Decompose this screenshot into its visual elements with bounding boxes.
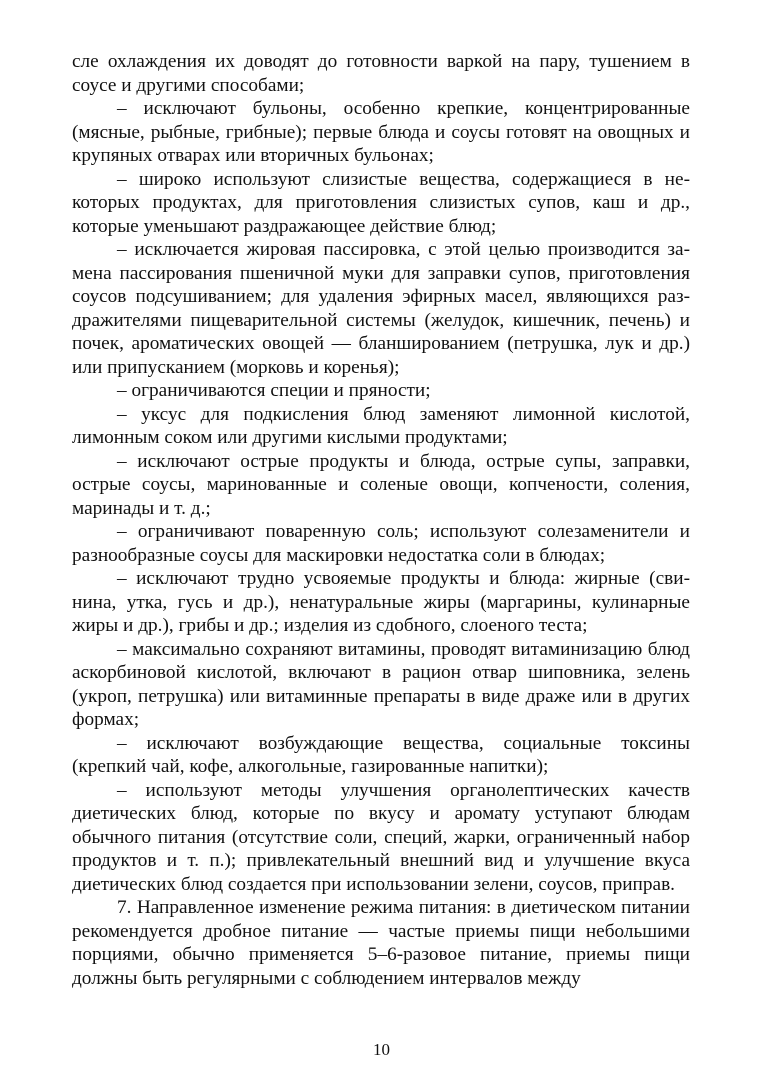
list-item-fat-passerovka: – исключается жировая пассировка, с этой целью производится замена пассирования пшеничной муки для заправки супов, приготовления соусов подсушиванием; для удаления эфирных масел, являющихся раздражителями пищеварительной системы (желудок, кишечник, печень) и почек, ароматических овощей — бланшированием (петрушка, лук и др.) или припусканием (морковь и коренья); xyxy=(72,239,690,378)
page-body xyxy=(72,50,690,990)
list-item-hard-to-digest: – исключают трудно усвояемые продукты и блюда: жирные (свинина, утка, гусь и др.), ненатуральные жиры (маргарины, кулинарные жиры и др.), грибы и др.; изделия из сдобного, слоеного теста; xyxy=(72,568,690,636)
paragraph-point-7: 7. Направленное изменение режима питания: в диетическом питании рекомендуется дробное питание — частые приемы пищи небольшими порциями, обычно применяется 5–6-разовое питание, приемы пищи должны быть регулярными с соблюдением интервалов между xyxy=(72,897,690,989)
list-item-spices: – ограничиваются специи и пряности; xyxy=(117,380,431,401)
paragraph-continuation: сле охлаждения их доводят до готовности варкой на пару, тушением в соусе и другими способами; xyxy=(72,51,690,96)
list-item-stimulants: – исключают возбуждающие вещества, социальные токсины (крепкий чай, кофе, алкогольные, газированные напитки); xyxy=(72,732,690,777)
list-item-organoleptic: – используют методы улучшения органолептических качеств диетических блюд, которые по вкусу и аромату уступают блюдам обычного питания (отсутствие соли, специй, жарки, ограниченный набор продуктов и т. п.); привлекательный внешний вид и улучшение вкуса диетических блюд создается при использовании зелени, соусов, приправ. xyxy=(72,779,690,895)
list-item-broths: – исключают бульоны, особенно крепкие, концентрированные (мясные, рыбные, грибные); первые блюда и соусы готовят на овощных и крупяных отварах или вторичных бульонах; xyxy=(72,98,690,166)
list-item-vinegar: – уксус для подкисления блюд заменяют лимонной кислотой, лимонным соком или другими кислыми продуктами; xyxy=(72,403,690,448)
list-item-spicy-foods: – исключают острые продукты и блюда, острые супы, заправки, острые соусы, маринованные и соленые овощи, копчености, соления, маринады и т. д.; xyxy=(72,450,690,519)
list-item-mucous-substances: – широко используют слизистые вещества, содержащиеся в некоторых продуктах, для приготовления слизистых супов, каш и др., которые уменьшают раздражающее действие блюд; xyxy=(72,168,690,237)
list-item-salt: – ограничивают поваренную соль; используют солезаменители и разнообразные соусы для маскировки недостатка соли в блюдах; xyxy=(72,521,690,566)
page-number: 10 xyxy=(373,1040,390,1059)
list-item-vitamins: – максимально сохраняют витамины, проводят витаминизацию блюд аскорбиновой кислотой, включают в рацион отвар шиповника, зелень (укроп, петрушка) или витаминные препараты в виде драже или в других формах; xyxy=(72,638,690,730)
